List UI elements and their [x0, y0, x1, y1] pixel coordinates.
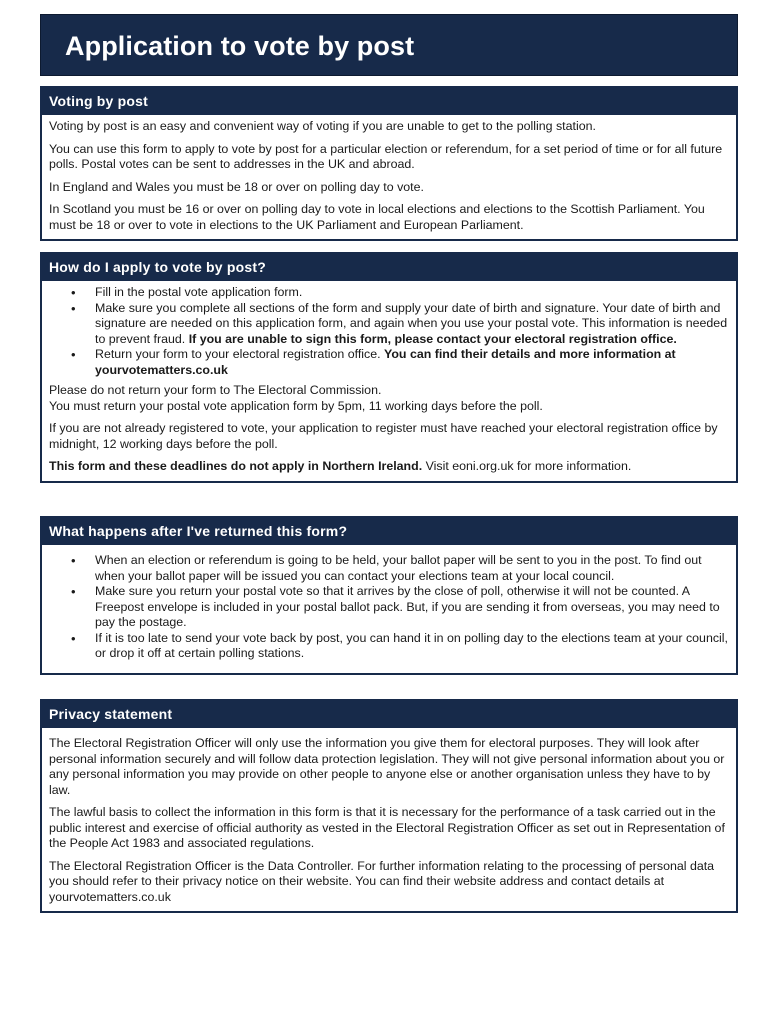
paragraph: Voting by post is an easy and convenient way of voting if you are unable to get to the polling station. [49, 119, 596, 133]
paragraph: You can use this form to apply to vote by post for a particular election or referendum, for a set period of time or for all future polls. Postal votes can be sent to addresses in the UK and abroad. [49, 141, 723, 171]
list-item [95, 347, 729, 378]
section-after-return [40, 516, 738, 675]
paragraph: In England and Wales you must be 18 or over on polling day to vote. [49, 179, 424, 194]
section-privacy-statement [40, 699, 738, 913]
paragraph: In Scotland you must be 16 or over on polling day to vote in local elections and elections to the Scottish Parliament. You must be 18 or over to vote in elections to the UK Parliament and European Parliament. [49, 202, 705, 232]
list-item: • If it is too late to send your vote back by post, you can hand it in on polling day to the elections team at your council, or drop it off at certain polling stations. [95, 631, 729, 662]
section-body [42, 281, 736, 481]
bullet-list [49, 553, 729, 662]
section-how-to-apply [40, 252, 738, 483]
section-heading: Voting by post [42, 88, 736, 115]
list-item [95, 285, 729, 301]
section-body [42, 115, 736, 239]
section-heading: How do I apply to vote by post? [42, 254, 736, 281]
section-body [42, 545, 736, 673]
paragraph [49, 459, 729, 475]
paragraph [49, 383, 729, 414]
section-heading: What happens after I've returned this form? [42, 518, 736, 545]
paragraph-text: Visit eoni.org.uk for more information. [422, 459, 632, 473]
paragraph: The lawful basis to collect the information in this form is that it is necessary for the performance of a task carried out in the public interest and exercise of official authority as vested in the Electoral Registration Officer as set out in Representation of the People Act 1983 and associated regulations. [49, 805, 725, 850]
list-item-text: Return your form to your electoral registration office. [95, 347, 385, 361]
bullet-list [49, 285, 729, 378]
list-item: • Make sure you return your postal vote so that it arrives by the close of poll, otherwise it will not be counted. A Freepost envelope is included in your postal ballot pack. But, if you are sending it from overseas, you may need to pay the postage. [95, 584, 729, 631]
list-item: • When an election or referendum is going to be held, your ballot paper will be sent to you in the post. To find out when your ballot paper will be issued you can contact your elections team at your local council. [95, 553, 729, 584]
paragraph-line: Please do not return your form to The Electoral Commission. [49, 383, 382, 397]
paragraph: The Electoral Registration Officer is the Data Controller. For further information relating to the processing of personal data you should refer to their privacy notice on their website. You can find their website address and contact details at yourvotematters.co.uk [49, 858, 715, 904]
section-voting-by-post [40, 86, 738, 241]
paragraph: The Electoral Registration Officer will only use the information you give them for electoral purposes. They will look after personal information securely and will follow data protection legislation. They will not give personal information about you or any personal information you may provide on other people to anyone else or another organisation unless they have to by law. [49, 736, 725, 797]
list-item-bold-text: If you are unable to sign this form, please contact your electoral registration office. [188, 331, 677, 346]
list-item [95, 301, 729, 348]
list-item-text: Fill in the postal vote application form. [95, 285, 303, 299]
section-heading: Privacy statement [42, 701, 736, 728]
title-bar [40, 14, 738, 76]
list-item-text: Make sure you complete all sections of the form and supply your date of birth and signature. Your date of birth and signature are needed on this application form, and again when you use your postal vote. This information is needed to prevent fraud. [95, 300, 728, 346]
paragraph-bold-text: This form and these deadlines do not apply in Northern Ireland. [49, 459, 423, 473]
paragraph-line: You must return your postal vote application form by 5pm, 11 working days before the poll. [49, 398, 543, 413]
section-body [42, 728, 736, 911]
paragraph: If you are not already registered to vote, your application to register must have reached your electoral registration office by midnight, 12 working days before the poll. [49, 421, 718, 451]
list-item-bold-text: You can find their details and more information at yourvotematters.co.uk [95, 347, 676, 377]
page-title: Application to vote by post [65, 31, 415, 61]
